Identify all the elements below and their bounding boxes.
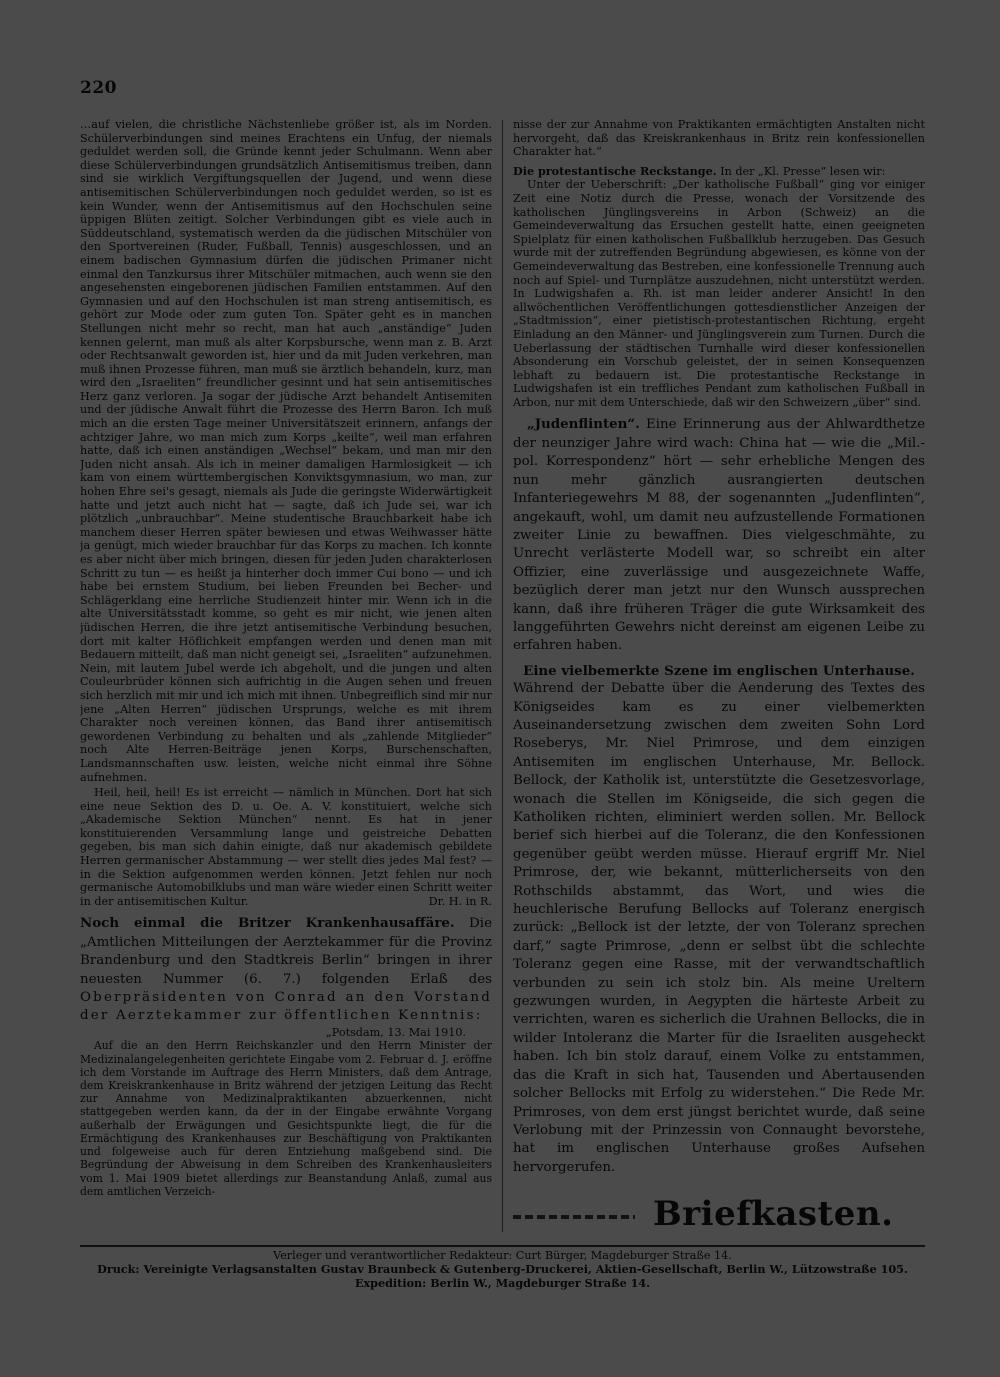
imprint-expedition: Expedition: Berlin W., Magdeburger Straße 14.	[354, 1275, 651, 1290]
headline-judenflinten: „Judenflinten“.	[527, 416, 640, 433]
article-reckstange-quote: Unter der Ueberschrift: „Der katholische Fußball“ ging vor einiger Zeit eine Notiz durch die Presse, wonach der Vorsitzende des katholischen Jünglingsvereins in Arbon (Schweiz) an die Gemeindeverwaltung das Ersuchen gestellt hatte, einen geeigneten Spielplatz für einen katholischen Fußballklub herzugeben. Das Gesuch wurde mit der zutreffenden Begründung abgewiesen, es könne von der Gemeindeverwaltung das Bestreben, eine konfessionelle Trennung auch noch auf Spiel- und Turnplätze auszudehnen, nicht unterstützt werden. In Ludwigshafen a. Rh. ist man leider anderer Ansicht! In den allwöchentlichen Veröffentlichungen gottesdienstlicher Anzeigen der „Stadtmission“, einer pietistisch-protestantischen Richtung, ergeht Einladung an den Männer- und Jünglingsverein zum Turnen. Durch die Ueberlassung der städtischen Turnhalle wird dieser konfessionellen Absonderung ein Vorschub geleistet, der in seinen Konsequenzen lebhaft zu bedauern ist. Die protestantische Reckstange in Ludwigshafen ist ein treffliches Pendant zum katholischen Fußball in Arbon, nur mit dem Unterschiede, daß wir den Schweizern „über“ sind.	[513, 178, 925, 409]
briefkasten-header	[513, 1195, 925, 1233]
column-divider	[502, 120, 503, 1232]
ornament-rule	[513, 1215, 635, 1219]
decree-dateline: „Potsdam, 13. Mai 1910.	[325, 1025, 466, 1039]
britz-intro: Die „Amtlichen Mitteilungen der Aerztekammer für die Provinz Brandenburg und den Stadtkreis Berlin“ bringen in ihrer neuesten Nummer (6. 7.) folgenden Erlaß des	[80, 916, 492, 987]
briefkasten-title: Briefkasten.	[653, 1194, 894, 1235]
right-column	[513, 118, 925, 1240]
article-school-associations: …auf vielen, die christliche Nächstenliebe größer ist, als im Norden. Schülerverbindungen sind meines Erachtens ein Unfug, der niemals geduldet werden soll, die Gründe kennt jeder Schulmann. Wenn aber diese Schülerverbindungen grundsätzlich Antisemitismus treiben, dann sind sie wirklich Vergiftungsquellen der Jugend, und wenn diese antisemitischen Schülerverbindungen noch geduldet werden, so ist es kein Wunder, wenn der Antisemitismus auf den Hochschulen seine üppigen Blüten zeitigt. Solcher Verbindungen gibt es viele auch in Süddeutschland, systematisch werden da die jüdischen Mitschüler von den Sportvereinen (Ruder, Fußball, Tennis) ausgeschlossen, und an einem badischen Gymnasium dürfen die jüdischen Primaner nicht einmal den Tanzkursus ihrer Mitschüler mitmachen, auch wenn sie den angesehensten eingeborenen jüdischen Familien entstammen. Auf den Gymnasien und auf den Hochschulen ist man streng antisemitisch, es gehört zur Mode oder zum guten Ton. Später geht es in manchen Stellungen nicht mehr so recht, man hat auch „anständige“ Juden kennen gelernt, man muß als alter Korpsbursche, wenn man z. B. Arzt oder Rechtsanwalt geworden ist, hier und da mit Juden verkehren, man muß ihnen Prozesse führen, man muß sie ärztlich behandeln, kurz, man wird den „Israeliten“ freundlicher gesinnt und hat sein antisemitisches Herz ganz verloren. Ja sogar der jüdische Arzt behandelt Antisemiten und der jüdische Anwalt führt die Prozesse des Herrn Baron. Ich muß mich an die ersten Tage meiner Universitätszeit erinnern, anfangs der achtziger Jahre, wo man mich zum Korps „keilte“, weil man erfahren hatte, daß ich einen anständigen „Wechsel“ bekam, und man mir den Juden nicht ansah. Als ich in meiner damaligen Harmlosigkeit — ich kam von einem württembergischen Konviktsgymnasium, wo man, zur hohen Ehre sei's gesagt, niemals als Jude die geringste Widerwärtigkeit hatte und jetzt auch nicht hat — sagte, daß ich Jude sei, war ich plötzlich „unbrauchbar“. Meine studentische Brauchbarkeit habe ich manchem dieser Herren später bewiesen und etwas Weihwasser hätte ja genügt, mich wieder brauchbar für das Korps zu machen. Ich konnte es aber nicht über mich bringen, diesen für jeden Juden charakterlosen Schritt zu tun — es heißt ja hinterher doch immer Cui bono — und ich habe bei ernstem Studium, bei lieben Freunden bei Becher- und Schlägerklang eine herrliche Studienzeit hinter mir. Wenn ich in die alte Universitätsstadt komme, so geht es mir nicht, wie jenen alten jüdischen Herren, die ihre jetzt antisemitische Verbindung besuchen, dort mit kalter Höflichkeit empfangen werden und denen man mit Bedauern mitteilt, daß man nicht geneigt sei, „Israeliten“ aufzunehmen. Nein, mit lautem Jubel werde ich abgeholt, und die jungen und alten Couleurbrüder können sich aufrichtig in die Augen sehen und freuen sich herzlich mit mir und ich mich mit ihnen. Unbegreiflich sind mir nur jene „Alten Herren“ jüdischen Ursprungs, welche es mit ihrem Charakter noch vereinen können, das Band ihrer antisemitisch gewordenen Verbindung zu behalten und als „zahlende Mitglieder“ noch Alte Herren-Beiträge jenen Korps, Burschenschaften, Landsmannschaften usw. leisten, welche nicht einmal ihre Söhne aufnehmen.	[80, 118, 492, 784]
imprint-printer: Druck: Vereinigte Verlagsanstalten Gustav Braunbeck & Gutenberg-Druckerei, Aktien-Gesellschaft, Berlin W., Lützowstraße 105.	[97, 1261, 908, 1276]
article-signature: Dr. H. in R.	[428, 894, 492, 908]
article-munich-section-text: Heil, heil, heil! Es ist erreicht — nämlich in München. Dort hat sich eine neue Sektion des D. u. Oe. A. V. konstituiert, welche sich „Akademische Sektion München“ nennt. Es hat in jener konstituierenden Versammlung lange und geistreiche Debatten gegeben, bis man sich dahin einigte, daß nur akademisch gebildete Herren germanischer Abstammung — wer stellt dies jedes Mal fest? — in die Sektion aufgenommen werden können. Jetzt fehlen nur noch germanische Automobilklubs und man wäre wieder einen Schritt weiter in der antisemitischen Kultur.	[80, 786, 492, 908]
article-judenflinten	[513, 415, 925, 655]
article-britz	[80, 914, 492, 1025]
briefkasten-entry-1	[513, 1239, 925, 1240]
reckstange-lead-text: In der „Kl. Presse“ lesen wir:	[720, 164, 886, 178]
decree-text: Auf die an den Herrn Reichskanzler und den Herrn Minister der Medizinalangelegenheiten gerichtete Eingabe vom 2. Februar d. J. eröffne ich dem Vorstande im Auftrage des Herrn Ministers, daß dem Antrage, dem Kreiskrankenhause in Britz während der jetzigen Leitung das Recht zur Annahme von Medizinalpraktikanten abzuerkennen, nicht stattgegeben werden kann, da der in der Eingabe erwähnte Vorgang außerhalb der Erwägungen und Gesichtspunkte liegt, die für die Ermächtigung des Krankenhauses zur Beschäftigung von Praktikanten und folgeweise auch für deren Entziehung maßgebend sind. Die Begründung der Abweisung in dem Schreiben des Krankenhausleiters vom 1. Mai 1909 bietet allerdings zur Beanstandung Anlaß, zumal aus dem amtlichen Verzeich-	[80, 1039, 492, 1198]
headline-unterhaus: Eine vielbemerkte Szene im englischen Unterhause.	[523, 662, 915, 679]
headline-reckstange: Die protestantische Reckstange.	[513, 163, 717, 178]
judenflinten-text: Eine Erinnerung aus der Ahlwardthetze der neunziger Jahre wird wach: China hat — wie die „Mil.-pol. Korrespondenz“ hört — sehr erhebliche Mengen des nun mehr gänzlich ausrangierten deutschen Infanteriegewehrs M 88, der sogenannten „Judenflinten“, angekauft, wohl, um damit neu aufzustellende Formationen zweiter Linie zu bewaffnen. Dies vielgeschmähte, zu Unrecht verlästerte Modell war, so schreibt ein alter Offizier, eine zuverlässige und ausgezeichnete Waffe, bezüglich derer man jetzt nur den Wunsch aussprechen kann, daß ihre früheren Träger die gute Wirksamkeit des langgeführten Gewehrs nicht dereinst am eigenen Leibe zu erfahren haben.	[513, 417, 925, 654]
article-unterhaus: Während der Debatte über die Aenderung des Textes des Königseides kam es zu einer vielbemerkten Auseinandersetzung zwischen dem zweiten Sohn Lord Roseberys, Mr. Niel Primrose, und dem einzigen Antisemiten im englischen Unterhause, Mr. Bellock. Bellock, der Katholik ist, unterstützte die Gesetzesvorlage, wonach die Stellen im Königseide, die sich gegen die Katholiken richten, eliminiert werden sollen. Mr. Bellock berief sich hierbei auf die Toleranz, die den Konfessionen gegenüber geübt werden müsse. Hierauf ergriff Mr. Niel Primrose, der, wie bekannt, mütterlicherseits von den Rothschilds abstammt, das Wort, und wies die heuchlerische Berufung Bellocks auf Toleranz energisch zurück: „Bellock ist der letzte, der von Toleranz sprechen darf,“ sagte Primrose, „denn er selbst übt die schlechte Toleranz gegen eine Rasse, mit der verwandtschaftlich verbunden zu sein ich stolz bin. Als meine Ureltern gezwungen wurden, in Aegypten die härteste Arbeit zu verrichten, waren es sicherlich die Urahnen Bellocks, die in wilder Intoleranz die Marter für die Israeliten ausgeheckt haben. Ich bin stolz darauf, einem Volke zu entstammen, das die Kraft in sich hat, Tausenden und Abertausenden solcher Bellocks mit Erfolg zu widerstehen.“ Die Rede Mr. Primroses, von dem erst jüngst berichtet wurde, daß seine Verlobung mit der Prinzessin von Connaught bevorstehe, hat im englischen Unterhause großes Aufsehen hervorgerufen.	[513, 681, 925, 1175]
left-column	[80, 118, 492, 1240]
headline-britz: Noch einmal die Britzer Krankenhausaffäre.	[80, 915, 455, 932]
footer-rule	[80, 1245, 925, 1247]
article-munich-section	[80, 786, 492, 908]
decree-continuation: nisse der zur Annahme von Praktikanten ermächtigten Anstalten nicht hervorgeht, daß das Kreiskrankenhaus in Britz rein konfessionellen Charakter hat.“	[513, 118, 925, 159]
article-reckstange-lead	[513, 165, 925, 179]
imprint-footer	[80, 1249, 925, 1290]
britz-decree-ref: Oberpräsidenten von Conrad an den Vorstand der Aerztekammer zur öffentlichen Kenntnis:	[80, 990, 492, 1024]
page-number: 220	[80, 78, 117, 98]
imprint-publisher: Verleger und verantwortlicher Redakteur: Curt Bürger, Magdeburger Straße 14.	[273, 1249, 732, 1262]
